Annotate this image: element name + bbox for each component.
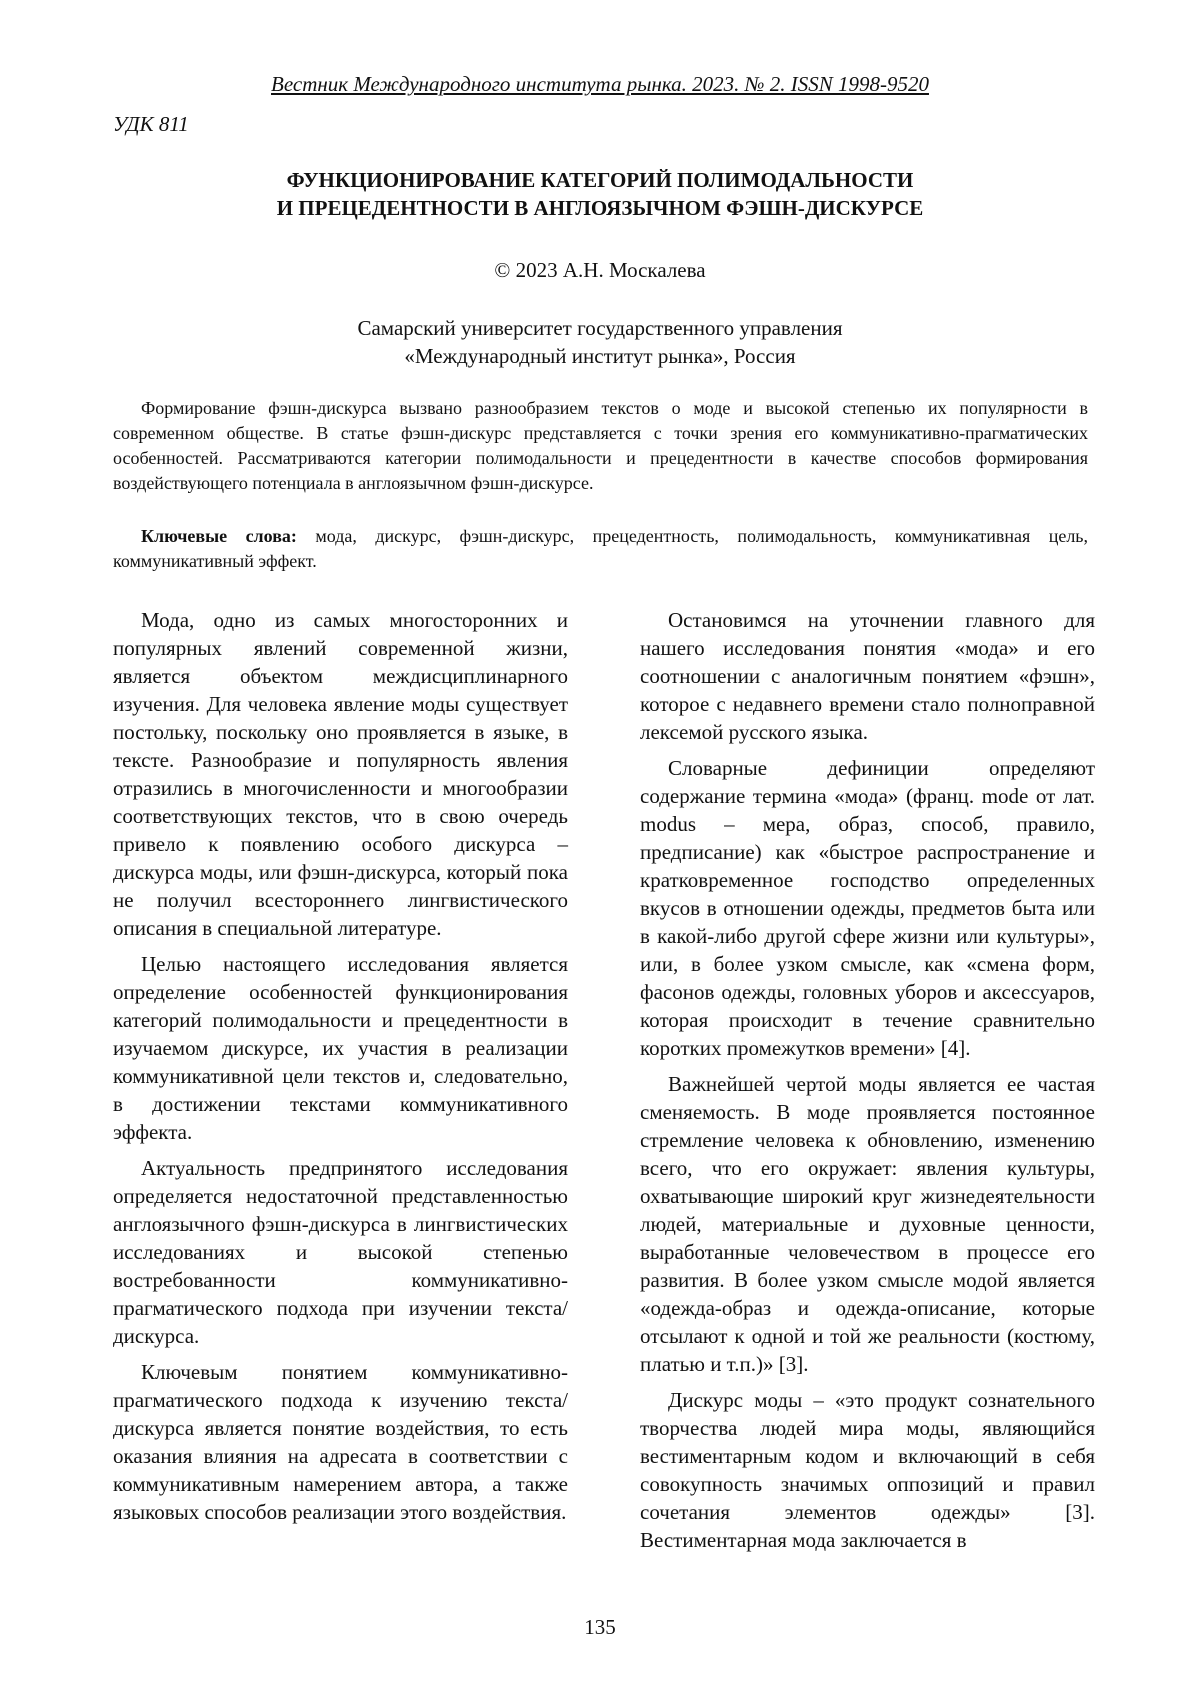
paragraph: Дискурс моды – «это продукт сознательного творчества людей мира моды, являющийся вестиментарным кодом и включающий в себя совокупность значимых оппозиций и правил сочетания элементов одежды» [3]. Вестиментарная мода заключается в bbox=[640, 1388, 1095, 1552]
affiliation bbox=[0, 314, 1200, 370]
paragraph: Важнейшей чертой моды является ее частая сменяемость. В моде проявляется постоянное стремление человека к обновлению, изменению всего, что его окружает: явления культуры, охватывающие широкий круг жизнедеятельности людей, материальные и духовные ценности, выработанные человечеством в процессе его развития. В более узком смысле модой является «одежда-образ и одежда-описание, которые отсылают к одной и той же реальности (костюму, платью и т.п.)» [3]. bbox=[640, 1072, 1095, 1376]
body-column-right bbox=[640, 606, 1095, 1562]
paragraph: Остановимся на уточнении главного для нашего исследования понятия «мода» и его соотношении с аналогичным понятием «фэшн», которое с недавнего времени стало полноправной лексемой русского языка. bbox=[640, 608, 1095, 744]
keywords-text: мода, дискурс, фэшн-дискурс, прецедентность, полимодальность, коммуникативная цель, коммуникативный эффект. bbox=[113, 526, 1089, 571]
paragraph: Актуальность предпринятого исследования определяется недостаточной представленностью англоязычного фэшн-дискурса в лингвистических исследованиях и высокой степенью востребованности коммуникативно-прагматического подхода при изучении текста/дискурса. bbox=[113, 1156, 568, 1348]
author: © 2023 А.Н. Москалева bbox=[494, 258, 706, 282]
affiliation-line-2: «Международный институт рынка», Россия bbox=[404, 344, 796, 368]
body-column-left bbox=[113, 606, 568, 1534]
keywords bbox=[113, 524, 1088, 574]
paragraph: Целью настоящего исследования является определение особенностей функционирования категорий полимодальности и прецедентности в изучаемом дискурсе, их участия в реализации коммуникативной цели текстов и, следовательно, в достижении текстами коммуникативного эффекта. bbox=[113, 952, 568, 1144]
paragraph: Словарные дефиниции определяют содержание термина «мода» (франц. mode от лат. modus – мера, образ, способ, правило, предписание) как «быстрое распространение и кратковременное господство определенных вкусов в отношении одежды, предметов быта или в какой-либо другой сфере жизни или культуры», или, в более узком смысле, как «смена форм, фасонов одежды, головных уборов и аксессуаров, которая происходит в течение сравнительно коротких промежутков времени» [4]. bbox=[640, 756, 1095, 1060]
article-title bbox=[0, 166, 1200, 222]
udk-code: УДК 811 bbox=[113, 112, 189, 136]
abstract: Формирование фэшн-дискурса вызвано разнообразием текстов о моде и высокой степенью их популярности в современном обществе. В статье фэшн-дискурс представляется с точки зрения его коммуникативно-прагматических особенностей. Рассматриваются категории полимодальности и прецедентности в качестве способов формирования воздействующего потенциала в англоязычном фэшн-дискурсе. bbox=[113, 398, 1088, 493]
paragraph: Мода, одно из самых многосторонних и популярных явлений современной жизни, является объектом междисциплинарного изучения. Для человека явление моды существует постольку, поскольку оно проявляется в языке, в тексте. Разнообразие и популярность явления отразились в многочисленности и многообразии соответствующих текстов, что в свою очередь привело к появлению особого дискурса – дискурса моды, или фэшн-дискурса, который пока не получил всестороннего лингвистического описания в специальной литературе. bbox=[113, 608, 568, 940]
keywords-label: Ключевые слова: bbox=[141, 526, 297, 546]
paragraph: Ключевым понятием коммуникативно-прагматического подхода к изучению текста/дискурса является понятие воздействия, то есть оказания влияния на адресата в соответствии с коммуникативным намерением автора, а также языковых способов реализации этого воздействия. bbox=[113, 1360, 568, 1524]
affiliation-line-1: Самарский университет государственного управления bbox=[357, 316, 843, 340]
page-number: 135 bbox=[584, 1615, 616, 1639]
title-line-1: ФУНКЦИОНИРОВАНИЕ КАТЕГОРИЙ ПОЛИМОДАЛЬНОСТИ bbox=[286, 168, 914, 192]
journal-header: Вестник Международного института рынка. 2023. № 2. ISSN 1998-9520 bbox=[271, 72, 929, 96]
title-line-2: И ПРЕЦЕДЕНТНОСТИ В АНГЛОЯЗЫЧНОМ ФЭШН-ДИСКУРСЕ bbox=[276, 196, 924, 220]
